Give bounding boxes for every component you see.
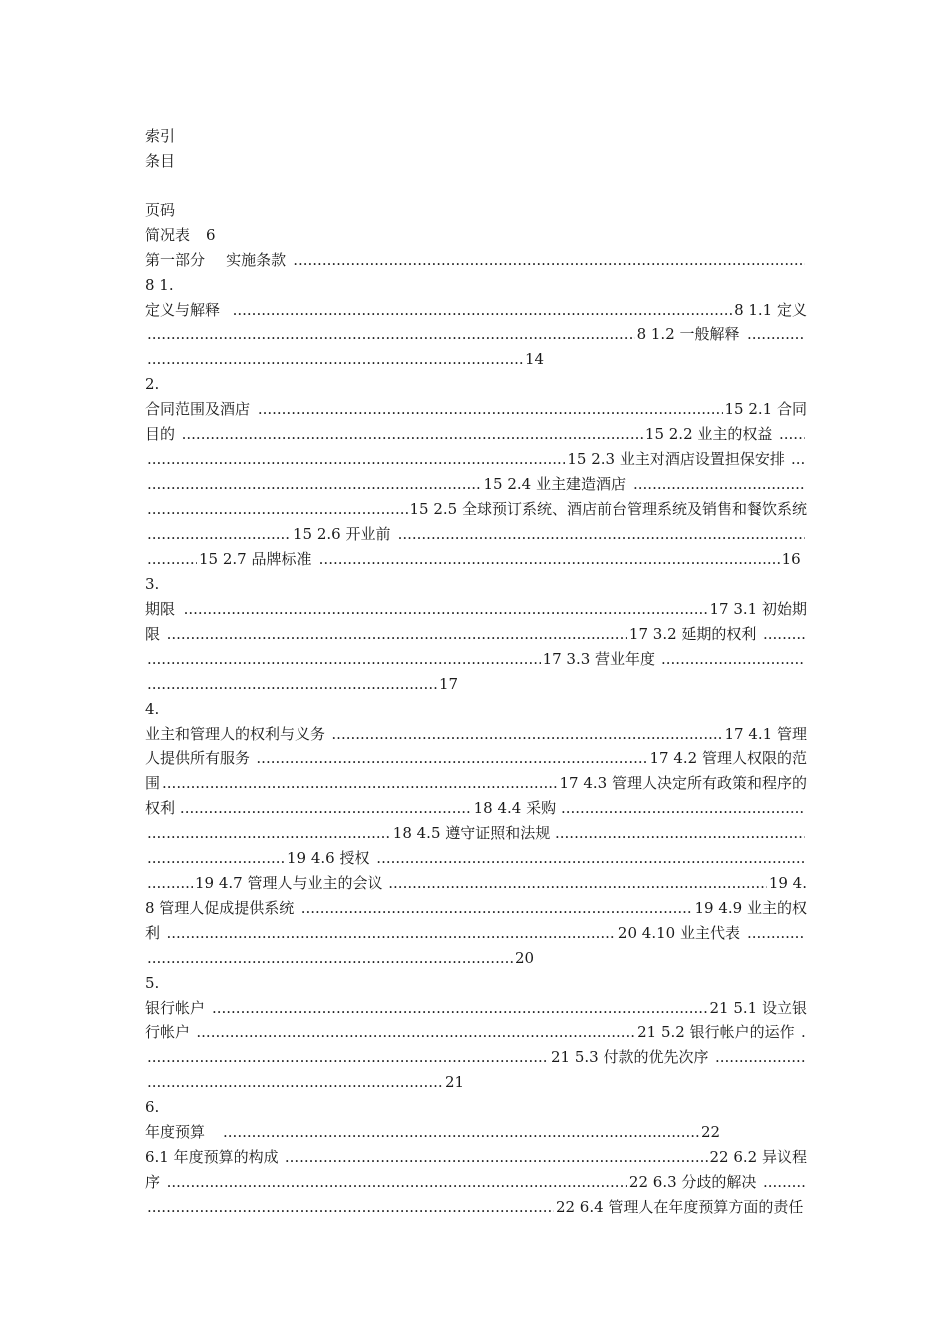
part1-label: 第一部分	[145, 251, 206, 269]
dot-leader	[184, 597, 708, 621]
dot-leader	[182, 422, 643, 446]
toc-line	[145, 896, 807, 920]
toc-entry-post: 8 1.2 一般解释	[636, 325, 740, 343]
toc-line	[145, 273, 807, 297]
dot-leader	[147, 846, 285, 870]
dot-leader	[147, 672, 437, 696]
toc-entry-post: 15 2.6 开业前	[293, 525, 391, 543]
toc-entry-post: 16	[781, 550, 801, 568]
toc-entry-pre: 银行帐户	[145, 999, 206, 1017]
dot-leader	[147, 447, 565, 471]
toc-entry-post: 22 6.4 管理人在年度预算方面的责任	[555, 1198, 804, 1216]
dot-leader	[293, 248, 805, 272]
dot-leader	[301, 896, 693, 920]
dot-leader	[147, 1195, 554, 1219]
toc-entry-post: 21 5.2 银行帐户的运作	[637, 1023, 795, 1041]
dot-leader	[715, 1045, 805, 1069]
toc-entry-post: 19 4.9 业主的权	[694, 899, 807, 917]
toc-line	[145, 1045, 807, 1069]
toc-line	[145, 1145, 807, 1169]
dot-leader	[147, 347, 523, 371]
dot-leader	[147, 522, 291, 546]
dot-leader	[285, 1145, 708, 1169]
toc-entry-post: 20	[515, 949, 535, 967]
dot-leader	[167, 921, 616, 945]
dot-leader	[147, 946, 513, 970]
toc-line	[145, 547, 807, 571]
toc-entry-post: 17 3.2 延期的权利	[628, 625, 757, 643]
dot-leader	[147, 497, 408, 521]
toc-line	[145, 672, 807, 696]
dot-leader	[319, 547, 780, 571]
part1-title: 实施条款	[226, 251, 287, 269]
toc-entry-post: 17 3.1 初始期	[709, 600, 807, 618]
toc-line	[145, 946, 807, 970]
dot-leader	[147, 547, 197, 571]
toc-line	[145, 422, 807, 446]
dot-leader	[147, 871, 193, 895]
toc-line	[145, 996, 807, 1020]
dot-leader	[147, 821, 391, 845]
toc-line	[145, 1170, 807, 1194]
toc-line	[145, 647, 807, 671]
toc-section-number: 4.	[145, 700, 160, 718]
toc-line	[145, 1020, 807, 1044]
dot-leader	[256, 746, 647, 770]
toc-entry-pre: 期限	[145, 600, 176, 618]
dot-leader	[331, 722, 722, 746]
toc-entry-pre: 人提供所有服务	[145, 749, 251, 767]
dot-leader	[801, 1020, 805, 1044]
toc-line-part1	[145, 248, 807, 272]
toc-entry-post: 17	[439, 675, 459, 693]
toc-line	[145, 871, 807, 895]
toc-entry-post: 18 4.4 采购	[473, 799, 557, 817]
toc-entry-post: 15 2.5 全球预订系统、酒店前台管理系统及销售和餐饮系统	[409, 500, 807, 518]
dot-leader	[376, 846, 805, 870]
toc-line	[145, 347, 807, 371]
toc-entry-pre: 行帐户	[145, 1023, 191, 1041]
dot-leader	[388, 871, 767, 895]
toc-line	[145, 472, 807, 496]
toc-line	[145, 1120, 807, 1144]
toc-entry-pre: 8 1.	[145, 276, 174, 294]
dot-leader	[791, 447, 805, 471]
toc-entry-post: 15 2.4 业主建造酒店	[483, 475, 626, 493]
dot-leader	[233, 298, 732, 322]
dot-leader	[180, 796, 472, 820]
dot-leader	[162, 771, 558, 795]
toc-line	[145, 322, 807, 346]
toc-line	[145, 771, 807, 795]
dot-leader	[223, 1120, 699, 1144]
toc-line	[145, 1070, 807, 1094]
toc-section-number: 3.	[145, 575, 160, 593]
toc-entry-pre: 利	[145, 924, 161, 942]
index-heading: 索引	[145, 127, 176, 145]
toc-line	[145, 497, 807, 521]
toc-entry-post: 17 4.1 管理	[724, 725, 807, 743]
toc-line	[145, 821, 807, 845]
toc-entry-post: 19 4.	[768, 874, 807, 892]
summary-page: 6	[206, 226, 216, 244]
toc-entry-post: 21 5.3 付款的优先次序	[551, 1048, 709, 1066]
dot-leader	[561, 796, 805, 820]
toc-line	[145, 597, 807, 621]
toc-entry-pre: 目的	[145, 425, 176, 443]
toc-entry-post: 22 6.2 异议程	[709, 1148, 807, 1166]
toc-entry-post: 14	[525, 350, 545, 368]
toc-line	[145, 1195, 807, 1219]
toc-entry-pre: 6.1 年度预算的构成	[145, 1148, 279, 1166]
toc-entry-pre: 限	[145, 625, 161, 643]
dot-leader	[196, 1020, 635, 1044]
toc-entry-post: 17 4.2 管理人权限的范	[649, 749, 807, 767]
toc-entry-post: 19 4.6 授权	[287, 849, 370, 867]
toc-line	[145, 796, 807, 820]
toc-entry-post: 15 2.3 业主对酒店设置担保安排	[567, 450, 785, 468]
dot-leader	[763, 622, 805, 646]
page-heading: 页码	[145, 201, 176, 219]
dot-leader	[661, 647, 805, 671]
toc-line	[145, 522, 807, 546]
toc-line	[145, 722, 807, 746]
toc-entry-post: 15 2.2 业主的权益	[644, 425, 773, 443]
toc-entry-post: 15 2.1 合同	[724, 400, 807, 418]
toc-entry-pre: 围	[145, 774, 161, 792]
toc-section-number: 6.	[145, 1098, 160, 1116]
dot-leader	[763, 1170, 805, 1194]
items-heading: 条目	[145, 152, 176, 170]
dot-leader	[555, 821, 805, 845]
toc-entry-post: 21 5.1 设立银	[709, 999, 807, 1017]
dot-leader	[747, 921, 805, 945]
toc-entry-post: 22 6.3 分歧的解决	[628, 1173, 757, 1191]
toc-entry-pre: 定义与解释	[145, 301, 221, 319]
dot-leader	[747, 322, 805, 346]
dot-leader	[147, 1045, 549, 1069]
summary-label: 简况表	[145, 226, 191, 244]
toc-line	[145, 298, 807, 322]
summary-line	[145, 223, 807, 247]
toc-line	[145, 921, 807, 945]
toc-entry-pre: 年度预算	[145, 1123, 206, 1141]
dot-leader	[633, 472, 805, 496]
toc-section-number: 2.	[145, 375, 160, 393]
toc-entry-post: 15 2.7 品牌标准	[199, 550, 312, 568]
dot-leader	[258, 397, 723, 421]
toc-entry-post: 21	[445, 1073, 465, 1091]
dot-leader	[167, 622, 627, 646]
toc-entry-post: 17 3.3 营业年度	[542, 650, 656, 668]
toc-entry-post: 8 1.1 定义	[734, 301, 807, 319]
dot-leader	[147, 1070, 443, 1094]
toc-entry-pre: 8 管理人促成提供系统	[145, 899, 295, 917]
toc-entry-post: 18 4.5 遵守证照和法规	[392, 824, 551, 842]
toc-line	[145, 447, 807, 471]
dot-leader	[147, 472, 482, 496]
dot-leader	[212, 996, 708, 1020]
dot-leader	[147, 322, 635, 346]
dot-leader	[167, 1170, 627, 1194]
toc-entry-pre: 权利	[145, 799, 176, 817]
dot-leader	[398, 522, 805, 546]
dot-leader	[147, 647, 541, 671]
toc-section-number: 5.	[145, 974, 160, 992]
toc-entry-pre: 合同范围及酒店	[145, 400, 251, 418]
toc-entry-post: 22	[701, 1123, 721, 1141]
dot-leader	[779, 422, 805, 446]
toc-entry-pre: 序	[145, 1173, 161, 1191]
toc-line	[145, 846, 807, 870]
toc-line	[145, 397, 807, 421]
toc-entry-post: 20 4.10 业主代表	[617, 924, 740, 942]
toc-entry-post: 19 4.7 管理人与业主的会议	[195, 874, 383, 892]
toc-line	[145, 622, 807, 646]
toc-line	[145, 746, 807, 770]
toc-entry-post: 17 4.3 管理人决定所有政策和程序的	[559, 774, 807, 792]
toc-entry-pre: 业主和管理人的权利与义务	[145, 725, 326, 743]
